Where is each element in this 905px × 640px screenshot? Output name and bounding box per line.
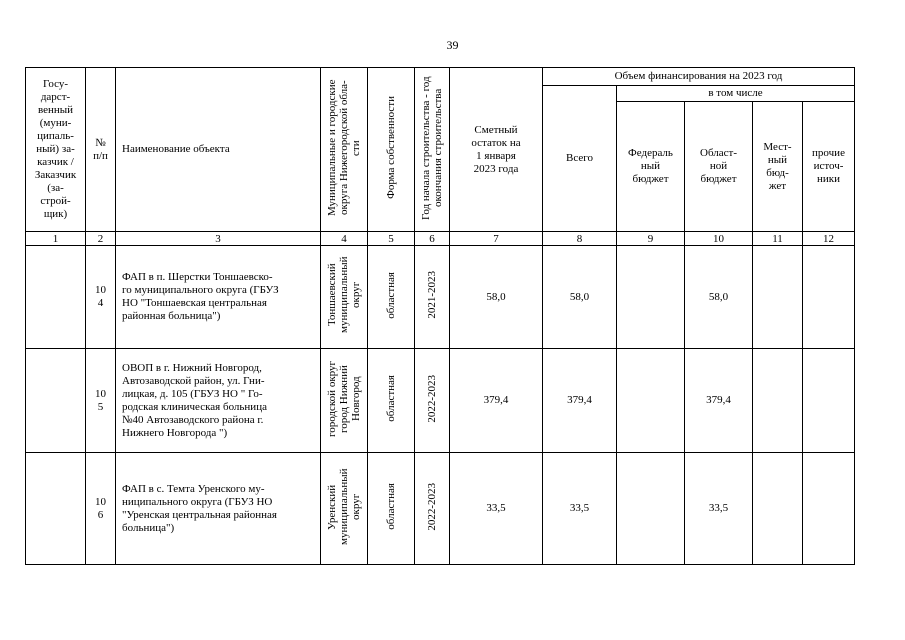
row-balance: 379,4: [450, 349, 543, 453]
row-ownership: [368, 453, 415, 565]
column-number: 9: [617, 232, 685, 246]
row-other: [803, 349, 855, 453]
row-years: [415, 246, 450, 349]
header-other: прочие источ- ники: [803, 102, 855, 232]
header-including: в том числе: [617, 86, 855, 102]
header-years: [415, 68, 450, 232]
table-row: [26, 246, 855, 349]
row-number: 10 4: [86, 246, 116, 349]
header-number: № п/п: [86, 68, 116, 232]
row-other: [803, 246, 855, 349]
row-ownership-text: областная: [385, 483, 397, 530]
row-years-text: 2022-2023: [426, 482, 438, 531]
header-municipality-text: Муниципальные и городские округа Нижегородской обла- сти: [326, 79, 362, 216]
row-ownership-text: областная: [385, 271, 397, 319]
row-years-text: 2021-2023: [426, 271, 438, 319]
column-number: 5: [368, 232, 415, 246]
column-number: 1: [26, 232, 86, 246]
row-municipality: [321, 246, 368, 349]
row-ownership: [368, 246, 415, 349]
column-number: 10: [685, 232, 753, 246]
column-number: 11: [753, 232, 803, 246]
header-object-name: Наименование объекта: [116, 68, 321, 232]
column-number: 7: [450, 232, 543, 246]
row-federal: [617, 453, 685, 565]
header-row-1: [26, 68, 855, 86]
column-numbers-row: [26, 232, 855, 246]
column-number: 3: [116, 232, 321, 246]
row-customer: [26, 349, 86, 453]
row-local: [753, 349, 803, 453]
row-years: [415, 349, 450, 453]
row-municipality-text: Тоншаевский муниципальный округ: [326, 256, 362, 334]
financing-table: [25, 67, 855, 565]
row-customer: [26, 246, 86, 349]
header-total: Всего: [543, 86, 617, 232]
column-number: 2: [86, 232, 116, 246]
row-municipality-text: Уренский муниципальный округ: [326, 468, 362, 545]
row-total: 33,5: [543, 453, 617, 565]
row-local: [753, 246, 803, 349]
row-other: [803, 453, 855, 565]
column-number: 4: [321, 232, 368, 246]
row-number: 10 5: [86, 349, 116, 453]
header-years-text: Год начала строительства - год окончания строительства: [420, 75, 444, 220]
page-number: 39: [446, 38, 459, 52]
header-regional: Област- ной бюджет: [685, 102, 753, 232]
header-ownership-text: Форма собственности: [385, 96, 397, 199]
row-number: 10 6: [86, 453, 116, 565]
row-ownership-text: областная: [385, 375, 397, 422]
row-balance: 58,0: [450, 246, 543, 349]
row-customer: [26, 453, 86, 565]
column-number: 12: [803, 232, 855, 246]
row-regional: 58,0: [685, 246, 753, 349]
table-row: [26, 349, 855, 453]
table-row: [26, 453, 855, 565]
row-municipality: [321, 349, 368, 453]
header-municipality: [321, 68, 368, 232]
row-federal: [617, 349, 685, 453]
row-total: 379,4: [543, 349, 617, 453]
row-federal: [617, 246, 685, 349]
row-object-name: ФАП в с. Темта Уренского му- ниципального округа (ГБУЗ НО "Уренская центральная районная больница"): [116, 453, 321, 565]
row-total: 58,0: [543, 246, 617, 349]
header-federal: Федераль ный бюджет: [617, 102, 685, 232]
row-ownership: [368, 349, 415, 453]
row-regional: 33,5: [685, 453, 753, 565]
header-balance: Сметный остаток на 1 января 2023 года: [450, 68, 543, 232]
row-years: [415, 453, 450, 565]
row-object-name: ОВОП в г. Нижний Новгород, Автозаводской район, ул. Гни- лицкая, д. 105 (ГБУЗ НО " Го- родская клиническая больница №40 Автозаводского района г. Нижнего Новгорода "): [116, 349, 321, 453]
column-number: 8: [543, 232, 617, 246]
column-number: 6: [415, 232, 450, 246]
row-regional: 379,4: [685, 349, 753, 453]
header-local: Мест- ный бюд- жет: [753, 102, 803, 232]
header-funding-group: Объем финансирования на 2023 год: [543, 68, 855, 86]
header-ownership: [368, 68, 415, 232]
row-object-name: ФАП в п. Шерстки Тоншаевско- го муниципального округа (ГБУЗ НО "Тоншаевская центральная районная больница"): [116, 246, 321, 349]
row-balance: 33,5: [450, 453, 543, 565]
header-customer: Госу- дарст- венный (муни- ципаль- ный) за- казчик / Заказчик (за- строй- щик): [26, 68, 86, 232]
row-municipality: [321, 453, 368, 565]
row-years-text: 2022-2023: [426, 374, 438, 423]
row-municipality-text: городской округ город Нижний Новгород: [326, 360, 362, 437]
row-local: [753, 453, 803, 565]
